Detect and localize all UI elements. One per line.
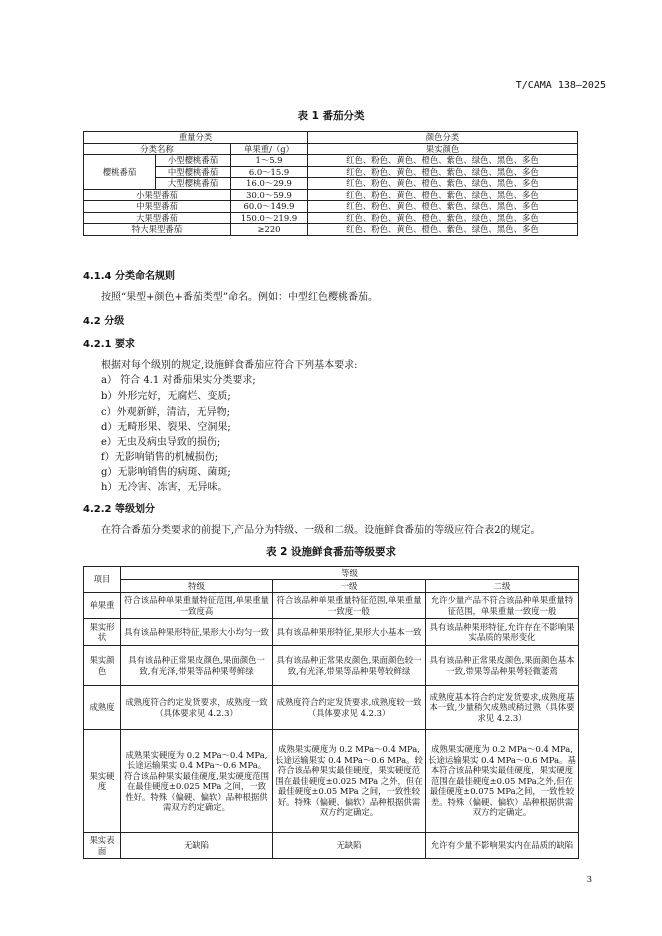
document-header: T/CAMA 138—2025 <box>515 80 606 91</box>
requirements-intro: 根据对每个级别的规定,设施鲜食番茄应符合下列基本要求: <box>101 360 358 371</box>
table1-head-name: 分类名称 <box>84 143 231 155</box>
table-cell: 具有该品种果形特征,允许存在不影响果实品质的果形变化 <box>426 619 579 646</box>
section-4-2-heading: 4.2 分级 <box>83 316 125 327</box>
grade-special: 特级 <box>121 580 273 593</box>
table-cell: 成熟度基本符合约定发货要求,成熟度基本一致,少量稍欠成熟或稍过熟（具体要求见 4.2.3） <box>426 686 579 730</box>
table-row <box>84 166 578 178</box>
table-cell: 红色、粉色、黄色、橙色、紫色、绿色、黑色、多色 <box>308 178 578 190</box>
table-row <box>84 143 578 155</box>
table-cell: 具有该品种果形特征,果形大小基本一致 <box>273 619 426 646</box>
row-label: 单果重 <box>84 593 121 619</box>
table-row <box>84 567 579 580</box>
table-cell: 中果型番茄 <box>84 201 231 213</box>
table-row <box>84 580 579 593</box>
table2-grade-header: 等级 <box>121 567 579 580</box>
page-number: 3 <box>586 875 592 885</box>
section-4-1-4-heading: 4.1.4 分类命名规则 <box>83 271 175 282</box>
grade-second: 二级 <box>426 580 579 593</box>
list-item: f）无影响销售的机械损伤; <box>101 452 219 463</box>
table-cell: 无缺陷 <box>121 833 273 859</box>
table-row <box>84 155 578 167</box>
table-row <box>84 212 578 224</box>
table-cell: 1～5.9 <box>231 155 308 167</box>
table-row <box>84 132 578 144</box>
table-cell: 30.0～59.9 <box>231 189 308 201</box>
list-item: d）无畸形果、裂果、空洞果; <box>101 422 231 433</box>
table-cell: 无缺陷 <box>273 833 426 859</box>
table2-title: 表 2 设施鲜食番茄等级要求 <box>265 546 397 558</box>
table-row <box>84 593 579 619</box>
table-row <box>84 201 578 213</box>
table2-item-header: 项目 <box>84 567 121 593</box>
row-label: 果实形状 <box>84 619 121 646</box>
table-cell: 大果型番茄 <box>84 212 231 224</box>
table1-cherry-group: 樱桃番茄 <box>84 155 156 190</box>
table-cell: 成熟果实硬度为 0.2 MPa～0.4 MPa,长途运输果实 0.4 MPa～0.6 MPa。较符合该品种果实最佳硬度，果实硬度范围在最佳硬度±0.025 MPa 之外，但在最佳硬度±0.05 MPa 之间，一致性较好。特殊（偏硬、偏软）品种根据供需双方约定确定。 <box>273 730 426 833</box>
table-cell: 具有该品种正常果皮颜色,果面颜色一致,有光泽,带果等品种果萼鲜绿 <box>121 646 273 686</box>
table-row <box>84 189 578 201</box>
list-item: b）外形完好，无腐烂、变质; <box>101 391 231 402</box>
table-cell: 成熟果实硬度为 0.2 MPa～0.4 MPa,长途运输果实 0.4 MPa～0.6 MPa。符合该品种果实最佳硬度,果实硬度范围在最佳硬度±0.025 MPa 之间，一致性好。特殊（偏硬、偏软）品种根据供需双方约定确定。 <box>121 730 273 833</box>
table-cell: 大型樱桃番茄 <box>156 178 231 190</box>
table1-head-color: 颜色分类 <box>308 132 578 144</box>
table-cell: 150.0～219.9 <box>231 212 308 224</box>
table-cell: 符合该品种单果重量特征范围,单果重量一致度高 <box>121 593 273 619</box>
table-cell: 红色、粉色、黄色、橙色、紫色、绿色、黑色、多色 <box>308 155 578 167</box>
table-cell: 红色、粉色、黄色、橙色、紫色、绿色、黑色、多色 <box>308 201 578 213</box>
table-cell: 60.0～149.9 <box>231 201 308 213</box>
table-cell: 红色、粉色、黄色、橙色、紫色、绿色、黑色、多色 <box>308 166 578 178</box>
table-cell: 允许有少量不影响果实内在品质的缺陷 <box>426 833 579 859</box>
table-cell: 16.0～29.9 <box>231 178 308 190</box>
row-label: 成熟度 <box>84 686 121 730</box>
table-cell: 6.0～15.9 <box>231 166 308 178</box>
table-row <box>84 730 579 833</box>
list-item: g）无影响销售的病斑、菌斑; <box>101 467 231 478</box>
table-row <box>84 833 579 859</box>
section-4-2-2-text: 在符合番茄分类要求的前提下,产品分为特级、一级和二级。设施鲜食番茄的等级应符合表2的规定。 <box>101 525 541 536</box>
table-cell: 成熟度符合约定发货要求，成熟度一致 （具体要求见 4.2.3） <box>121 686 273 730</box>
table1-head-fruit-color: 果实颜色 <box>308 143 578 155</box>
table-row <box>84 178 578 190</box>
table-cell: 特大果型番茄 <box>84 224 231 236</box>
table-cell: 小型樱桃番茄 <box>156 155 231 167</box>
table-cell: 成熟度符合约定发货要求,成熟度较一致 （具体要求见 4.2.3） <box>273 686 426 730</box>
list-item: c）外观新鲜，清洁，无异物; <box>101 407 230 418</box>
grade-first: 一级 <box>273 580 426 593</box>
list-item: a） 符合 4.1 对番茄果实分类要求; <box>101 375 256 386</box>
table-row <box>84 619 579 646</box>
row-label: 果实表面 <box>84 833 121 859</box>
table-cell: 小果型番茄 <box>84 189 231 201</box>
section-4-2-1-heading: 4.2.1 要求 <box>83 339 135 350</box>
table-cell: 允许少量产品不符合该品种单果重量特征范围，单果重量一致度一般 <box>426 593 579 619</box>
table-cell: 具有该品种正常果皮颜色,果面颜色较一致,有光泽,带果等品种果萼较鲜绿 <box>273 646 426 686</box>
table1-title: 表 1 番茄分类 <box>297 110 365 122</box>
table-row <box>84 686 579 730</box>
table-row <box>84 224 578 236</box>
section-4-1-4-text: 按照“果型+颜色+番茄类型”命名。例如：中型红色樱桃番茄。 <box>101 292 378 303</box>
table-cell: 具有该品种果形特征,果形大小均匀一致 <box>121 619 273 646</box>
list-item: e）无虫及病虫导致的损伤; <box>101 437 221 448</box>
table-cell: 中型樱桃番茄 <box>156 166 231 178</box>
table-cell: 具有该品种正常果皮颜色,果面颜色基本一致,带果等品种果萼轻微萎蔫 <box>426 646 579 686</box>
row-label: 果实硬度 <box>84 730 121 833</box>
table-cell: 符合该品种单果重量特征范围,单果重量一致度一般 <box>273 593 426 619</box>
row-label: 果实颜色 <box>84 646 121 686</box>
table-row <box>84 646 579 686</box>
table-cell: 红色、粉色、黄色、橙色、紫色、绿色、黑色、多色 <box>308 224 578 236</box>
table1-tomato-classification <box>83 131 578 236</box>
section-4-2-2-heading: 4.2.2 等级划分 <box>83 504 155 515</box>
table1-head-unit-weight: 单果重/（g） <box>231 143 308 155</box>
table-cell: ≥220 <box>231 224 308 236</box>
table-cell: 红色、粉色、黄色、橙色、紫色、绿色、黑色、多色 <box>308 189 578 201</box>
table-cell: 红色、粉色、黄色、橙色、紫色、绿色、黑色、多色 <box>308 212 578 224</box>
table2-grade-requirements <box>83 566 579 859</box>
table-cell: 成熟果实硬度为 0.2 MPa～0.4 MPa,长途运输果实 0.4 MPa～0.6 MPa。基本符合该品种果实最佳硬度，果实硬度范围在最佳硬度±0.05 MPa之外,但在最佳硬度±0.075 MPa之间，一致性较差。特殊（偏硬、偏软）品种根据供需双方约定确定。 <box>426 730 579 833</box>
table1-head-weight: 重量分类 <box>84 132 308 144</box>
list-item: h）无冷害、冻害，无异味。 <box>101 482 228 493</box>
